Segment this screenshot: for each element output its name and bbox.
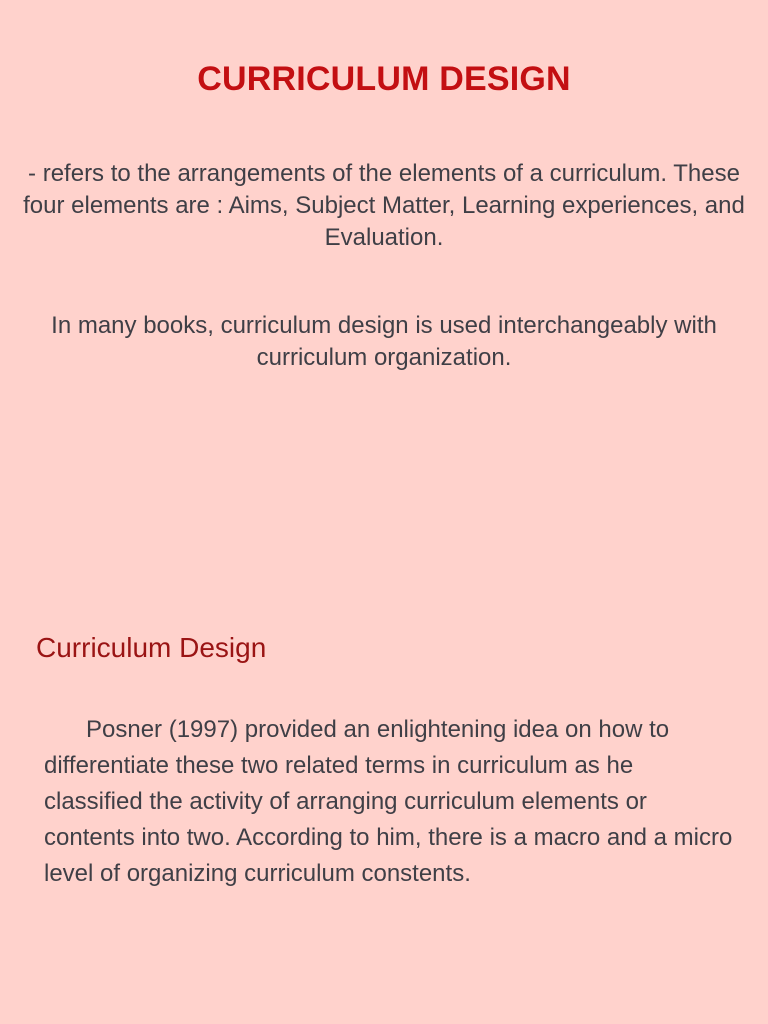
definition-text: - refers to the arrangements of the elements of a curriculum. These four elements are : Aims, Subject Matter, Learning experiences, and Evaluation. bbox=[23, 160, 745, 251]
section-heading: Curriculum Design bbox=[36, 632, 267, 663]
slide-title: CURRICULUM DESIGN bbox=[197, 60, 571, 98]
note-text: In many books, curriculum design is used interchangeably with curriculum organization. bbox=[51, 312, 717, 371]
body-paragraph: Posner (1997) provided an enlightening idea on how to differentiate these two related terms in curriculum as he classified the activity of arranging curriculum elements or contents into two. According to him, there is a macro and a micro level of organizing curriculum constents. bbox=[44, 716, 733, 887]
slide-2 bbox=[0, 512, 768, 1024]
